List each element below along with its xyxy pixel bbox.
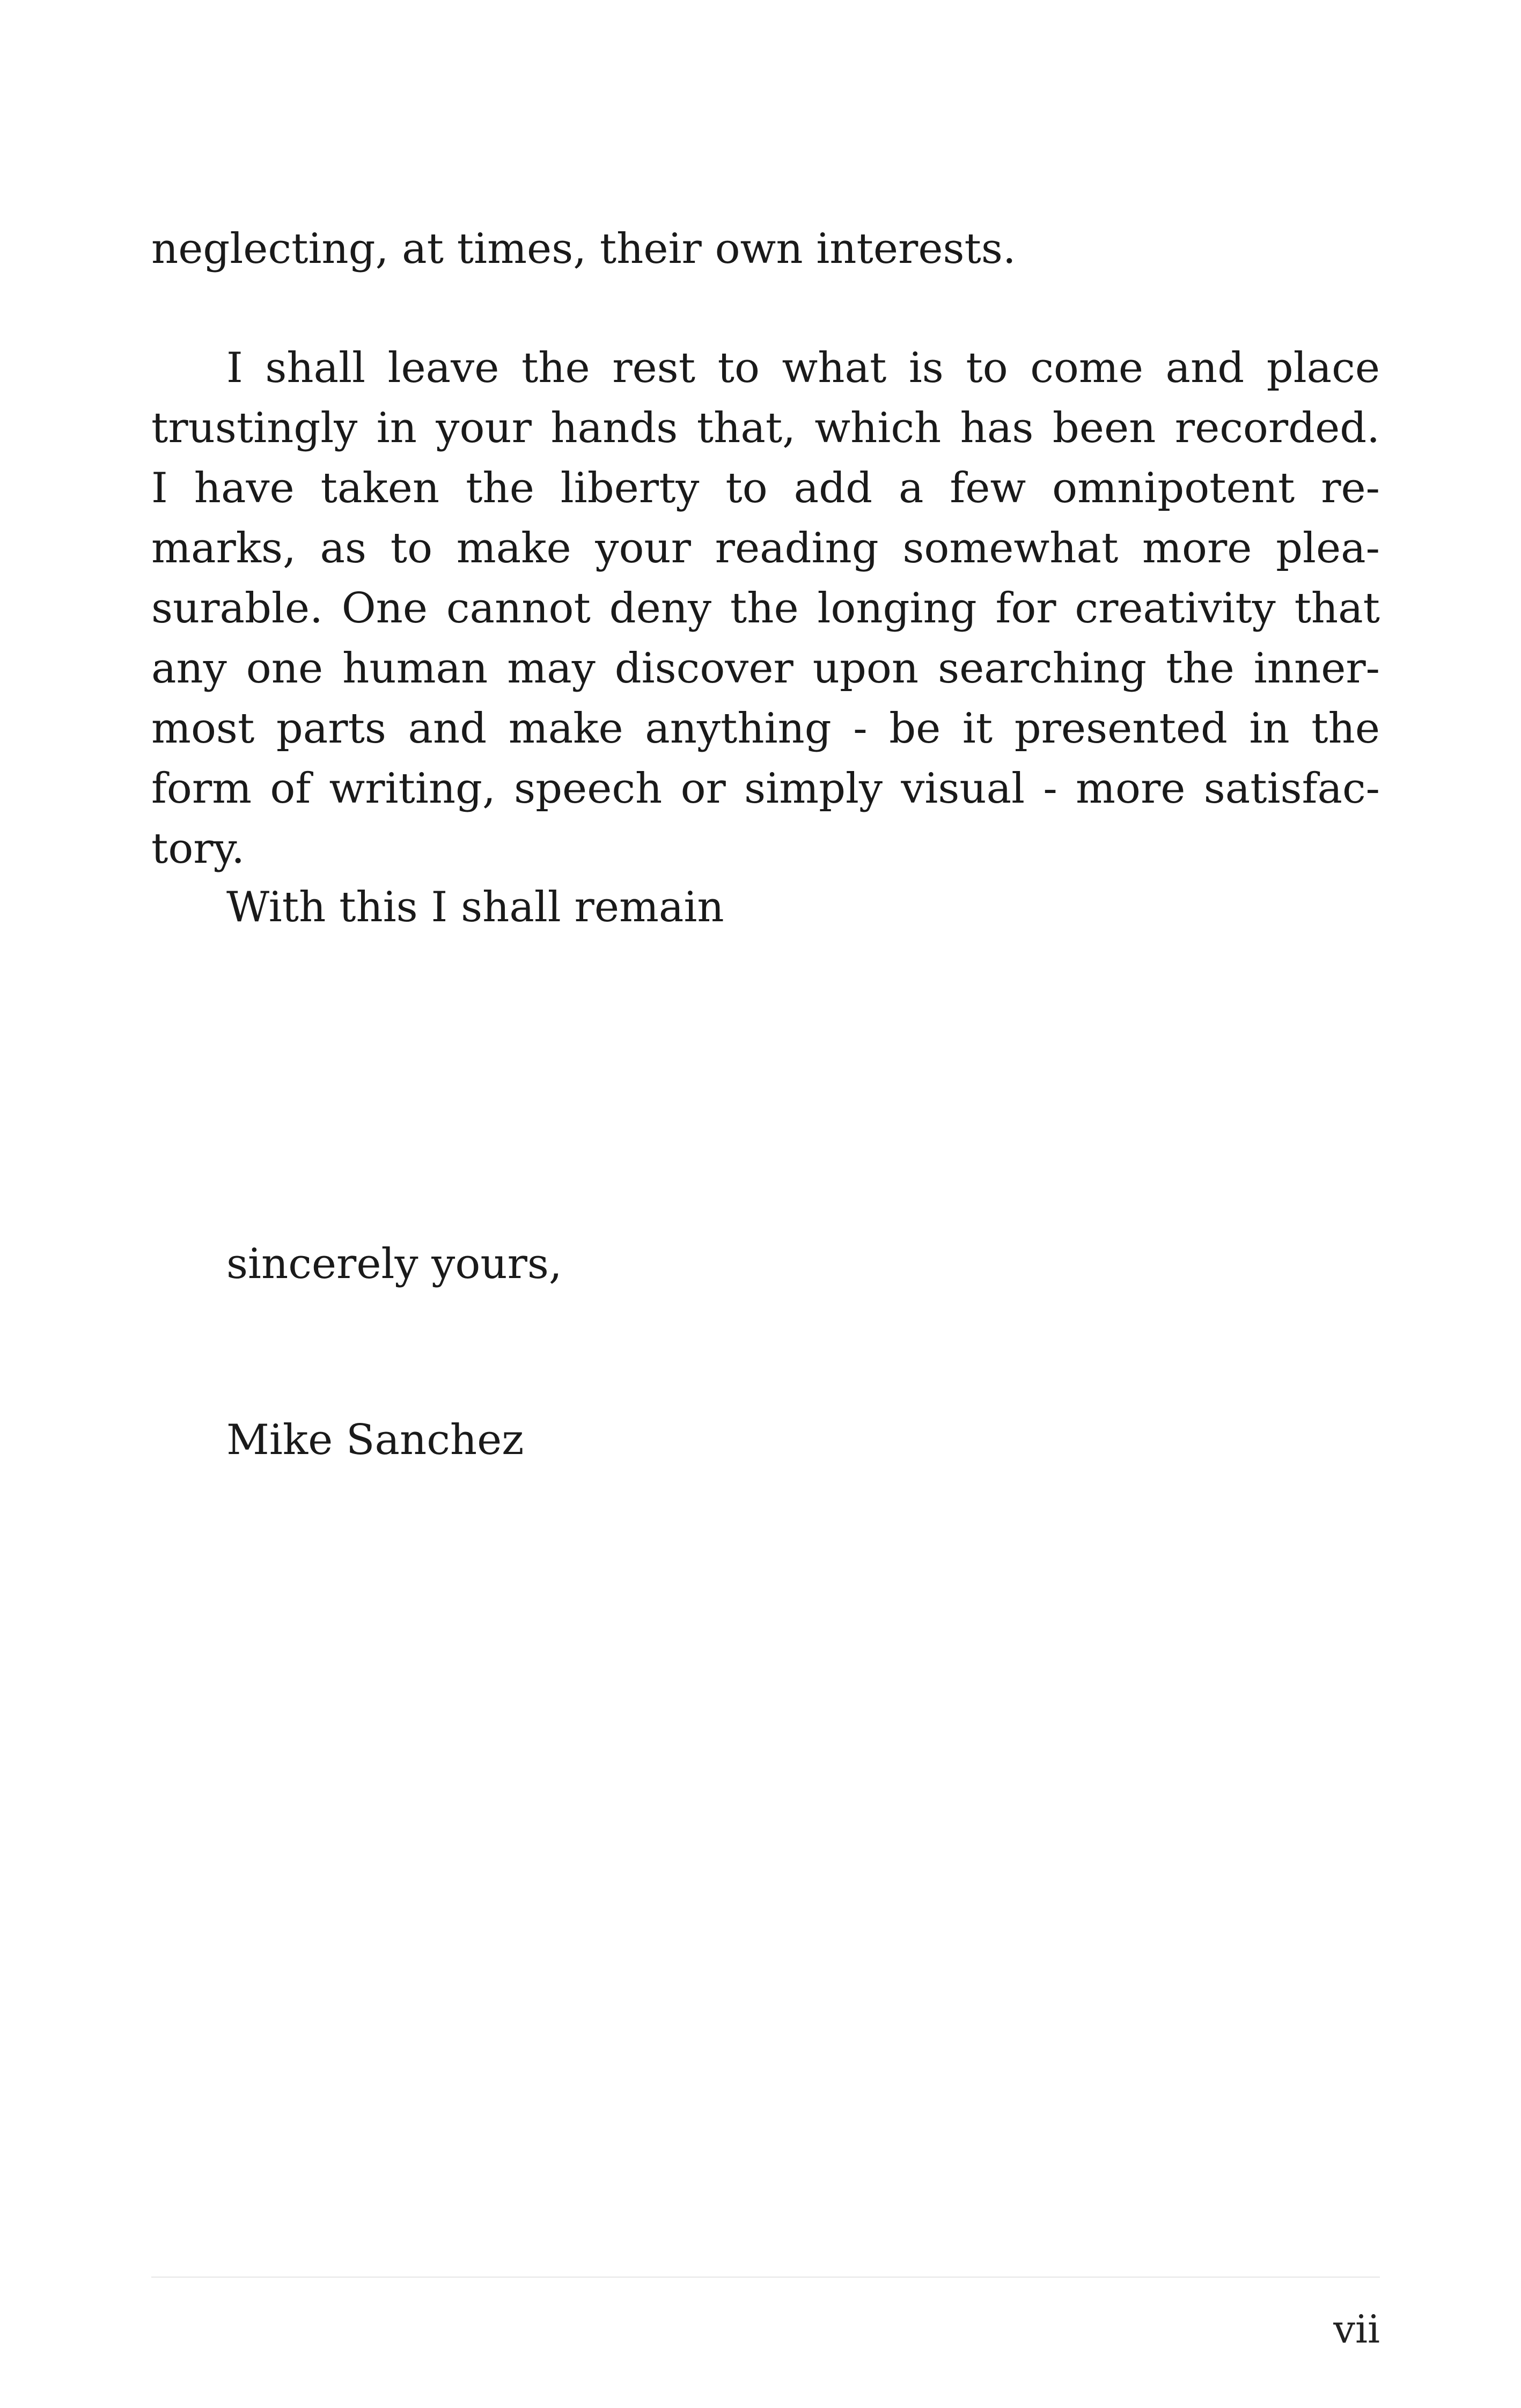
text-line: I shall leave the rest to what is to come and place xyxy=(226,344,1380,392)
text-line: form of writing, speech or simply visual - more satisfac- xyxy=(151,765,1380,813)
signature xyxy=(151,1410,1380,1470)
text-line: neglecting, at times, their own interests. xyxy=(151,225,1016,273)
text-line: marks, as to make your reading somewhat more plea- xyxy=(151,524,1380,572)
text-line: I have taken the liberty to add a few omnipotent re- xyxy=(151,464,1380,512)
carryover-line xyxy=(151,219,1380,279)
closing-line xyxy=(151,877,1380,937)
footer-divider xyxy=(151,2277,1380,2278)
signoff-text: sincerely yours, xyxy=(226,1240,562,1288)
text-line: any one human may discover upon searching the inner- xyxy=(151,644,1380,693)
signature-name: Mike Sanchez xyxy=(226,1416,524,1464)
text-line: most parts and make anything - be it presented in the xyxy=(151,704,1380,753)
page-number: vii xyxy=(1333,2307,1380,2352)
signoff xyxy=(151,1234,1380,1294)
closing-text: With this I shall remain xyxy=(226,883,724,931)
text-line: surable. One cannot deny the longing for creativity that xyxy=(151,584,1380,633)
body-paragraph xyxy=(151,338,1380,879)
text-line: trustingly in your hands that, which has been recorded. xyxy=(151,404,1380,452)
text-line: tory. xyxy=(151,825,245,873)
